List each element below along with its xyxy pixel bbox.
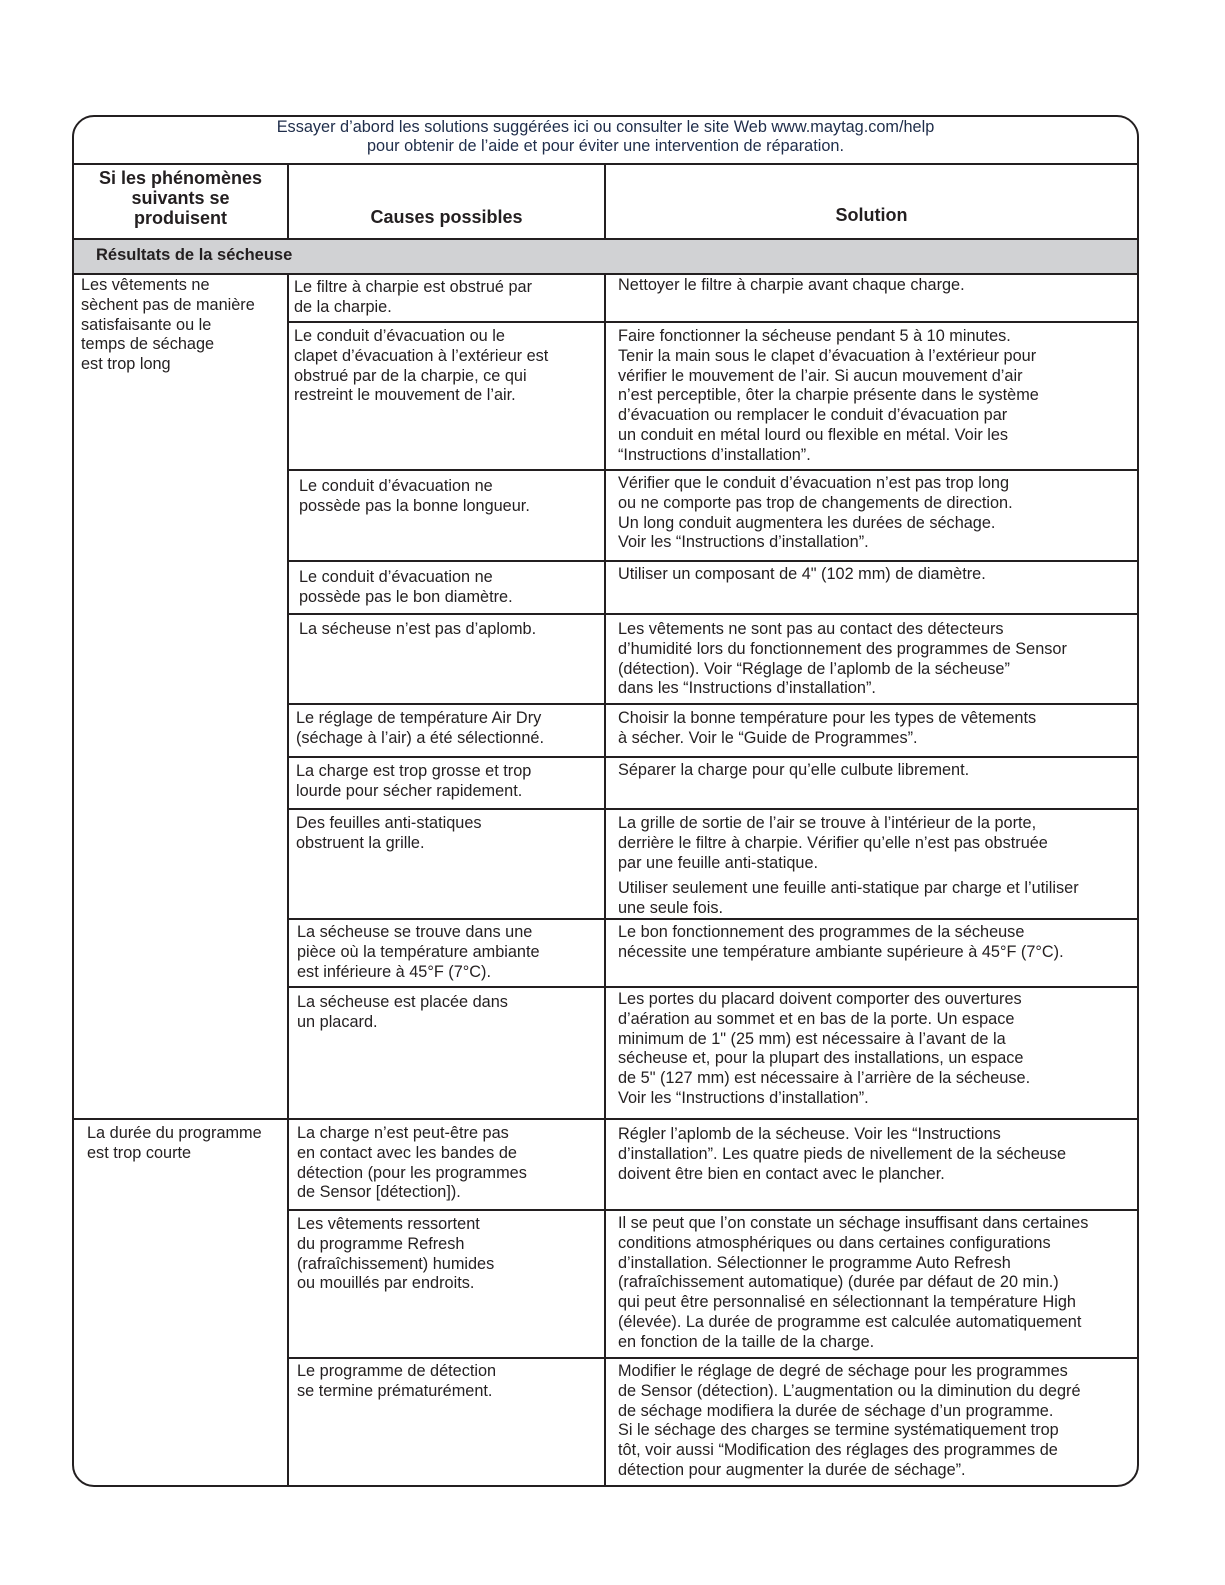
cause-cell: La sécheuse se trouve dans une pièce où la température ambiante est inférieure à 45°F (7°C). xyxy=(297,923,540,981)
cause-cell: Le filtre à charpie est obstrué par de la charpie. xyxy=(294,278,533,316)
intro-line-2: pour obtenir de l’aide et pour éviter une intervention de réparation. xyxy=(367,137,844,155)
problem-cell-2: La durée du programme est trop courte xyxy=(87,1124,262,1162)
solution-cell: Nettoyer le filtre à charpie avant chaque charge. xyxy=(618,276,965,294)
col-divider-2 xyxy=(604,273,606,1485)
row-divider xyxy=(289,560,1137,562)
cause-cell: La sécheuse est placée dans un placard. xyxy=(297,993,508,1031)
problem-cell-1: Les vêtements ne sèchent pas de manière satisfaisante ou le temps de séchage est trop long xyxy=(81,276,255,374)
cause-cell: Des feuilles anti-statiques obstruent la grille. xyxy=(296,814,482,852)
solution-cell: Utiliser un composant de 4" (102 mm) de diamètre. xyxy=(618,565,986,583)
solution-cell: Faire fonctionner la sécheuse pendant 5 à 10 minutes. Tenir la main sous le clapet d’évacuation à l’extérieur pour vérifier le mouvement de l’air. Si aucun mouvement d’air n’est perceptible, ôter la charpie présente dans le système d’évacuation ou remplacer le conduit d’évacuation par un conduit en métal lourd ou flexible en métal. Voir les “Instructions d’installation”. xyxy=(618,327,1039,464)
header-causes: Causes possibles xyxy=(370,207,523,227)
cause-cell: Le conduit d’évacuation ne possède pas la bonne longueur. xyxy=(299,477,530,515)
group-divider xyxy=(74,1118,1137,1120)
solution-cell: Vérifier que le conduit d’évacuation n’est pas trop long ou ne comporte pas trop de changements de direction. Un long conduit augmentera les durées de séchage. Voir les “Instructions d’installation”. xyxy=(618,474,1013,552)
row-divider xyxy=(289,1357,1137,1359)
cause-cell: La sécheuse n’est pas d’aplomb. xyxy=(299,620,537,638)
col-divider-1 xyxy=(287,273,289,1485)
solution-cell: Les portes du placard doivent comporter des ouvertures d’aération au sommet et en bas de la porte. Un espace minimum de 1" (25 mm) est nécessaire à l’avant de la sécheuse et, pour la plupart des installations, un espace de 5" (127 mm) est nécessaire à l’arrière de la sécheuse. Voir les “Instructions d’installation”. xyxy=(618,990,1031,1107)
header-problem: Si les phénomènes suivants se produisent xyxy=(98,168,263,228)
row-divider xyxy=(289,1209,1137,1211)
row-divider xyxy=(289,756,1137,758)
solution-cell: Modifier le réglage de degré de séchage pour les programmes de Sensor (détection). L’augmentation ou la diminution du degré de séchage modifiera la durée de séchage d’un programme. Si le séchage des charges se termine systématiquement trop tôt, voir aussi “Modification des réglages des programmes de détection pour augmenter la durée de séchage”. xyxy=(618,1362,1081,1479)
row-divider xyxy=(289,703,1137,705)
row-divider xyxy=(289,321,1137,323)
row-divider xyxy=(289,469,1137,471)
row-divider xyxy=(289,613,1137,615)
solution-cell: La grille de sortie de l’air se trouve à l’intérieur de la porte, derrière le filtre à charpie. Vérifier qu’elle n’est pas obstruée par une feuille anti-statique. xyxy=(618,814,1048,872)
cause-cell: Les vêtements ressortent du programme Refresh (rafraîchissement) humides ou mouillés par endroits. xyxy=(297,1215,495,1293)
solution-cell: Les vêtements ne sont pas au contact des détecteurs d’humidité lors du fonctionnement des programmes de Sensor (détection). Voir “Réglage de l’aplomb de la sécheuse” dans les “Instructions d’installation”. xyxy=(618,620,1067,698)
cause-cell: La charge n’est peut-être pas en contact avec les bandes de détection (pour les programmes de Sensor [détection]). xyxy=(297,1124,527,1202)
cause-cell: La charge est trop grosse et trop lourde pour sécher rapidement. xyxy=(296,762,532,800)
solution-cell: Le bon fonctionnement des programmes de la sécheuse nécessite une température ambiante supérieure à 45°F (7°C). xyxy=(618,923,1064,961)
header-solution: Solution xyxy=(835,205,908,225)
col-divider-1-header xyxy=(287,163,289,240)
cause-cell: Le conduit d’évacuation ne possède pas le bon diamètre. xyxy=(299,568,513,606)
solution-cell: Régler l’aplomb de la sécheuse. Voir les “Instructions d’installation”. Les quatre pieds de nivellement de la sécheuse doivent être bien en contact avec le plancher. xyxy=(618,1125,1067,1183)
section-bar xyxy=(74,240,1137,273)
solution-cell-extra: Utiliser seulement une feuille anti-statique par charge et l’utiliser une seule fois. xyxy=(618,879,1079,917)
intro-line-1: Essayer d’abord les solutions suggérées ici ou consulter le site Web www.maytag.com/help xyxy=(276,118,935,136)
cause-cell: Le programme de détection se termine prématurément. xyxy=(297,1362,497,1400)
solution-cell: Choisir la bonne température pour les types de vêtements à sécher. Voir le “Guide de Programmes”. xyxy=(618,709,1037,747)
row-divider xyxy=(289,808,1137,810)
solution-cell: Il se peut que l’on constate un séchage insuffisant dans certaines conditions atmosphériques ou dans certaines configurations d’installation. Sélectionner le programme Auto Refresh (rafraîchissement automatique) (durée par défaut de 20 min.) qui peut être personnalisé en sélectionnant la température High (élevée). La durée de programme est calculée automatiquement en fonction de la taille de la charge. xyxy=(618,1214,1089,1351)
solution-cell: Séparer la charge pour qu’elle culbute librement. xyxy=(618,761,970,779)
col-divider-2-header xyxy=(604,163,606,240)
section-title: Résultats de la sécheuse xyxy=(96,246,293,264)
cause-cell: Le réglage de température Air Dry (séchage à l’air) a été sélectionné. xyxy=(296,709,544,747)
row-divider xyxy=(289,986,1137,988)
cause-cell: Le conduit d’évacuation ou le clapet d’évacuation à l’extérieur est obstrué par de la charpie, ce qui restreint le mouvement de l’air. xyxy=(294,327,549,405)
